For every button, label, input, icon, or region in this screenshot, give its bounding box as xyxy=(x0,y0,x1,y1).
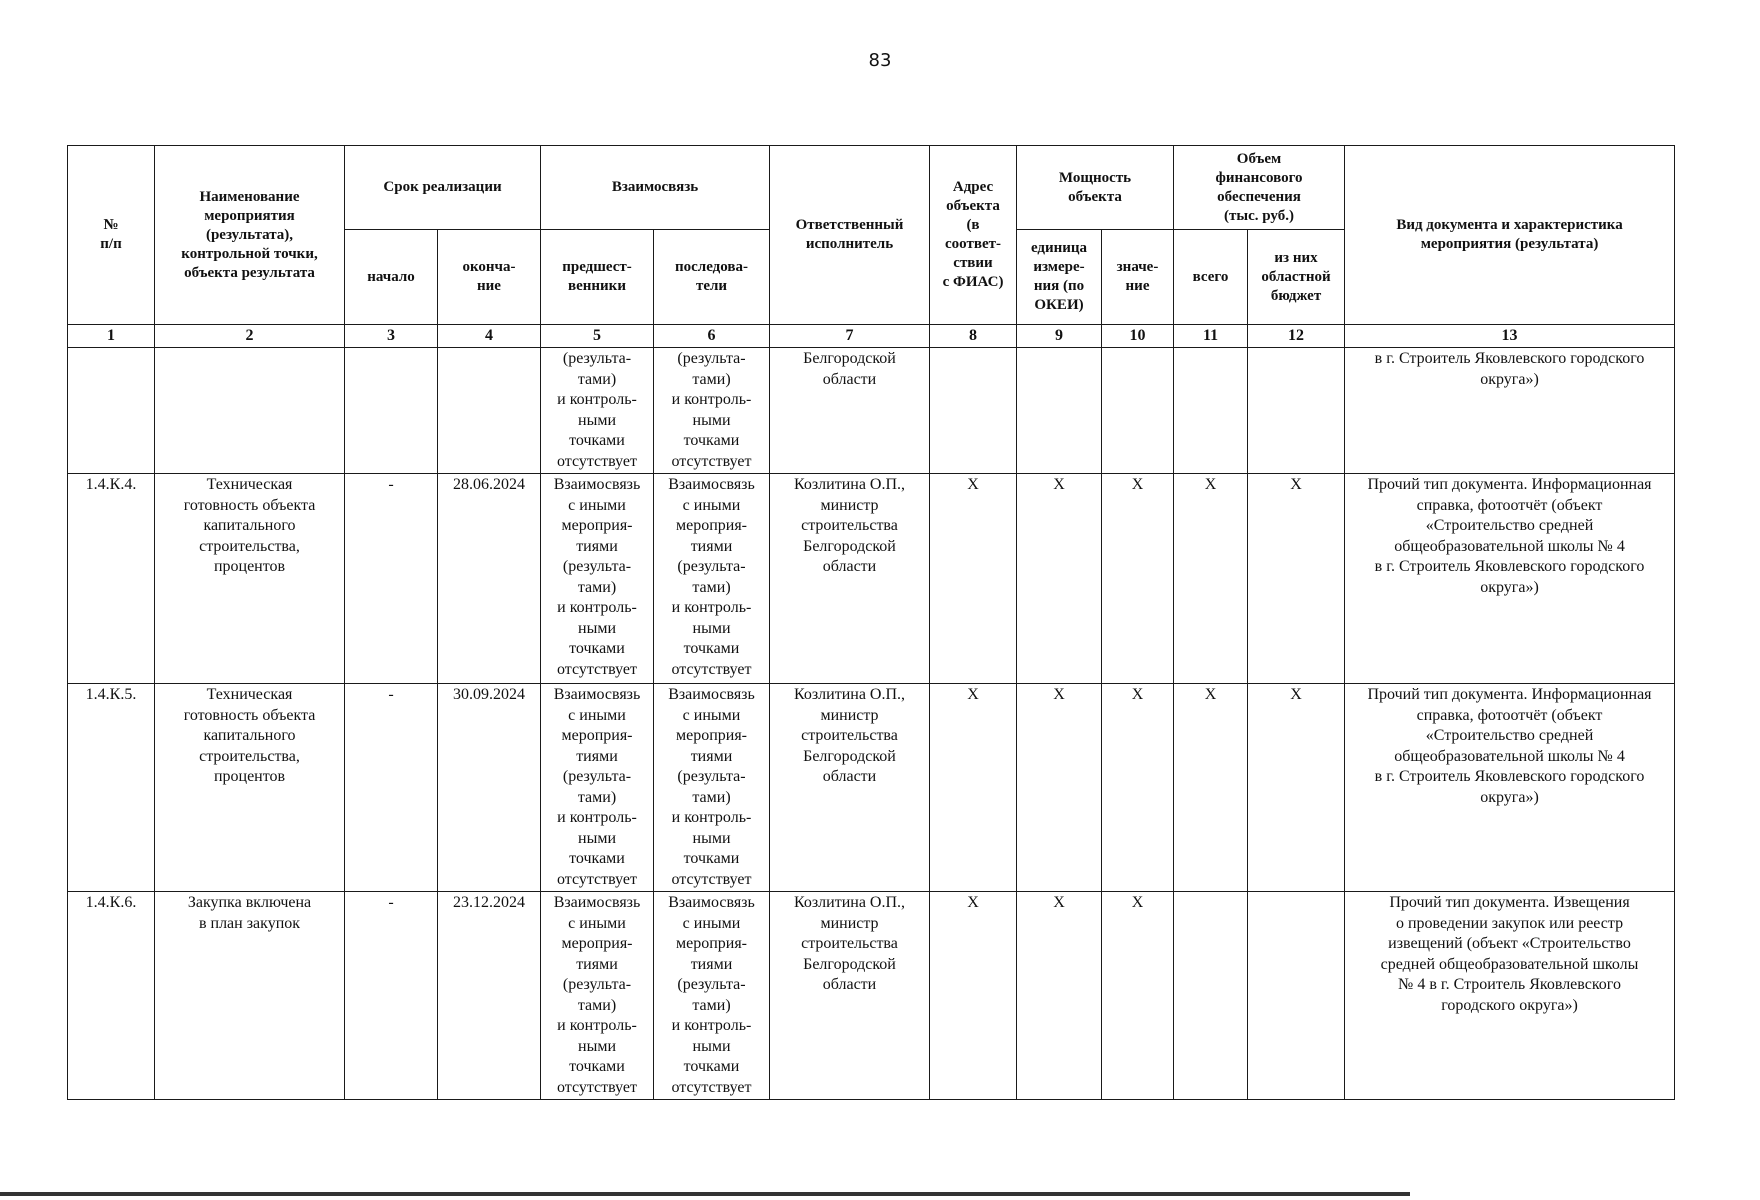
column-number: 8 xyxy=(930,325,1017,348)
table-row xyxy=(68,684,1675,892)
header-name: Наименование мероприятия (результата), контрольной точки, объекта результата xyxy=(155,146,345,325)
cell-end: 23.12.2024 xyxy=(438,892,541,1100)
cell-total xyxy=(1174,892,1248,1100)
cell-address: X xyxy=(930,684,1017,892)
cell-start: - xyxy=(345,684,438,892)
cell-value: X xyxy=(1102,684,1174,892)
header-capacity-unit: единица измере- ния (по ОКЕИ) xyxy=(1017,230,1102,325)
column-number: 5 xyxy=(541,325,654,348)
cell-num: 1.4.К.5. xyxy=(68,684,155,892)
header-term-end: оконча- ние xyxy=(438,230,541,325)
table-row xyxy=(68,892,1675,1100)
header-capacity: Мощность объекта xyxy=(1017,146,1174,230)
cell-start xyxy=(345,348,438,474)
cell-regional xyxy=(1248,348,1345,474)
cell-address: X xyxy=(930,474,1017,684)
cell-address: X xyxy=(930,892,1017,1100)
cell-end xyxy=(438,348,541,474)
cell-start: - xyxy=(345,474,438,684)
header-address: Адрес объекта (в соответ- ствии с ФИАС) xyxy=(930,146,1017,325)
header-doc: Вид документа и характеристика мероприятия (результата) xyxy=(1345,146,1675,325)
cell-address xyxy=(930,348,1017,474)
cell-responsible: Козлитина О.П., министр строительства Белгородской области xyxy=(770,474,930,684)
cell-end: 28.06.2024 xyxy=(438,474,541,684)
column-number: 10 xyxy=(1102,325,1174,348)
header-term-start: начало xyxy=(345,230,438,325)
header-finance-regional: из них областной бюджет xyxy=(1248,230,1345,325)
cell-next: Взаимосвязь с иными мероприя- тиями (результа- тами) и контроль- ными точками отсутствует xyxy=(654,684,770,892)
column-number: 12 xyxy=(1248,325,1345,348)
header-num: № п/п xyxy=(68,146,155,325)
cell-responsible: Белгородской области xyxy=(770,348,930,474)
cell-total: X xyxy=(1174,684,1248,892)
cell-name xyxy=(155,348,345,474)
cell-num: 1.4.К.6. xyxy=(68,892,155,1100)
column-number: 1 xyxy=(68,325,155,348)
cell-num: 1.4.К.4. xyxy=(68,474,155,684)
cell-responsible: Козлитина О.П., министр строительства Белгородской области xyxy=(770,892,930,1100)
cell-value: X xyxy=(1102,474,1174,684)
cell-doc: в г. Строитель Яковлевского городского округа») xyxy=(1345,348,1675,474)
cell-prev: Взаимосвязь с иными мероприя- тиями (результа- тами) и контроль- ными точками отсутствует xyxy=(541,684,654,892)
cell-prev: (результа- тами) и контроль- ными точками отсутствует xyxy=(541,348,654,474)
cell-num xyxy=(68,348,155,474)
cell-regional xyxy=(1248,892,1345,1100)
cell-next: Взаимосвязь с иными мероприя- тиями (результа- тами) и контроль- ными точками отсутствует xyxy=(654,474,770,684)
column-number: 3 xyxy=(345,325,438,348)
header-term: Срок реализации xyxy=(345,146,541,230)
cell-value xyxy=(1102,348,1174,474)
cell-name: Техническая готовность объекта капитального строительства, процентов xyxy=(155,684,345,892)
plan-table xyxy=(67,145,1675,1100)
header-link-prev: предшест- венники xyxy=(541,230,654,325)
cell-start: - xyxy=(345,892,438,1100)
cell-doc: Прочий тип документа. Извещения о проведении закупок или реестр извещений (объект «Строительство средней общеобразовательной школы № 4 в г. Строитель Яковлевского городского округа») xyxy=(1345,892,1675,1100)
cell-unit xyxy=(1017,348,1102,474)
header-link-next: последова- тели xyxy=(654,230,770,325)
cell-prev: Взаимосвязь с иными мероприя- тиями (результа- тами) и контроль- ными точками отсутствует xyxy=(541,474,654,684)
cell-unit: X xyxy=(1017,892,1102,1100)
column-number-row xyxy=(68,325,1675,348)
cell-regional: X xyxy=(1248,474,1345,684)
cell-unit: X xyxy=(1017,684,1102,892)
header-capacity-value: значе- ние xyxy=(1102,230,1174,325)
cell-total xyxy=(1174,348,1248,474)
cell-regional: X xyxy=(1248,684,1345,892)
cell-prev: Взаимосвязь с иными мероприя- тиями (результа- тами) и контроль- ными точками отсутствует xyxy=(541,892,654,1100)
header-finance: Объем финансового обеспечения (тыс. руб.) xyxy=(1174,146,1345,230)
cell-value: X xyxy=(1102,892,1174,1100)
cell-doc: Прочий тип документа. Информационная справка, фотоотчёт (объект «Строительство средней общеобразовательной школы № 4 в г. Строитель Яковлевского городского округа») xyxy=(1345,684,1675,892)
bottom-scan-rule xyxy=(0,1192,1410,1196)
header-finance-total: всего xyxy=(1174,230,1248,325)
column-number: 2 xyxy=(155,325,345,348)
cell-name: Техническая готовность объекта капитального строительства, процентов xyxy=(155,474,345,684)
cell-doc: Прочий тип документа. Информационная справка, фотоотчёт (объект «Строительство средней общеобразовательной школы № 4 в г. Строитель Яковлевского городского округа») xyxy=(1345,474,1675,684)
page-number: 83 xyxy=(868,50,892,71)
column-number: 11 xyxy=(1174,325,1248,348)
column-number: 6 xyxy=(654,325,770,348)
table-row xyxy=(68,348,1675,474)
cell-next: (результа- тами) и контроль- ными точками отсутствует xyxy=(654,348,770,474)
header-responsible: Ответственный исполнитель xyxy=(770,146,930,325)
column-number: 9 xyxy=(1017,325,1102,348)
cell-end: 30.09.2024 xyxy=(438,684,541,892)
cell-next: Взаимосвязь с иными мероприя- тиями (результа- тами) и контроль- ными точками отсутствует xyxy=(654,892,770,1100)
column-number: 4 xyxy=(438,325,541,348)
table-row xyxy=(68,474,1675,684)
column-number: 13 xyxy=(1345,325,1675,348)
cell-responsible: Козлитина О.П., министр строительства Белгородской области xyxy=(770,684,930,892)
cell-name: Закупка включена в план закупок xyxy=(155,892,345,1100)
cell-total: X xyxy=(1174,474,1248,684)
header-link: Взаимосвязь xyxy=(541,146,770,230)
column-number: 7 xyxy=(770,325,930,348)
cell-unit: X xyxy=(1017,474,1102,684)
header-row-1 xyxy=(68,146,1675,230)
